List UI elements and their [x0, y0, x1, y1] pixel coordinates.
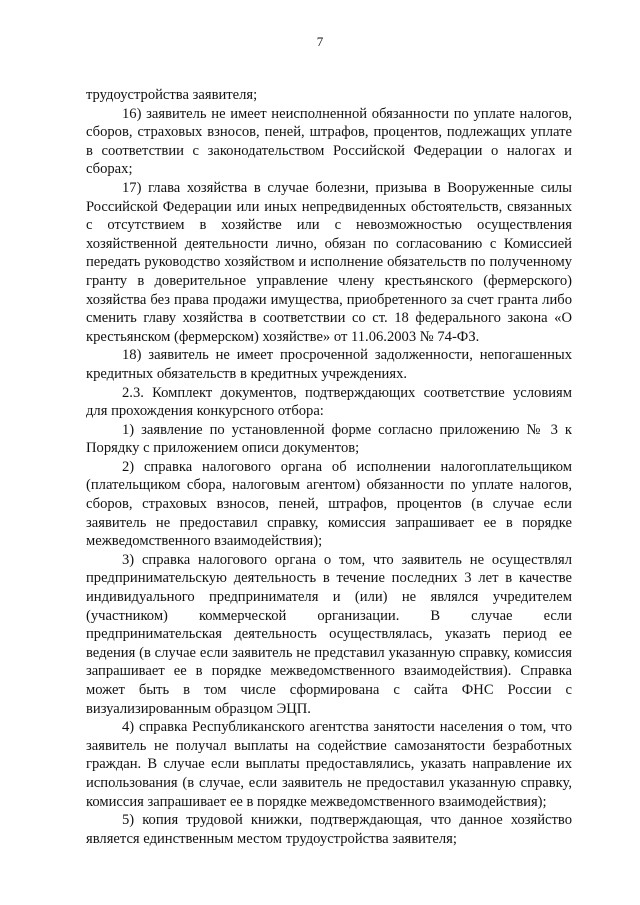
- paragraph-item-17: 17) глава хозяйства в случае болезни, призыва в Вооруженные силы Российской Федерации или иных непредвиденных обстоятельств, связанных с отсутствием в хозяйстве или с невозможностью осуществления хозяйственной деятельности лично, обязан по согласованию с Комиссией передать руководство хозяйством и исполнение обязательств по полученному гранту в доверительное управление члену крестьянского (фермерского) хозяйства без права продажи имущества, приобретенного за счет гранта либо сменить главу хозяйства в соответствии со ст. 18 федерального закона «О крестьянском (фермерском) хозяйстве» от 11.06.2003 № 74-ФЗ.: [86, 179, 572, 345]
- paragraph-doc-1: 1) заявление по установленной форме согласно приложению № 3 к Порядку с приложением описи документов;: [86, 421, 572, 457]
- paragraph-item-16: 16) заявитель не имеет неисполненной обязанности по уплате налогов, сборов, страховых взносов, пеней, штрафов, процентов, подлежащих уплате в соответствии с законодательством Российской Федерации о налогах и сборах;: [86, 105, 572, 178]
- paragraph-section-2-3: 2.3. Комплект документов, подтверждающих соответствие условиям для прохождения конкурсного отбора:: [86, 384, 572, 420]
- page-number: 7: [316, 34, 324, 49]
- paragraph-doc-4: 4) справка Республиканского агентства занятости населения о том, что заявитель не получал выплаты на содействие самозанятости безработных граждан. В случае если выплаты предоставлялись, указать направление их использования (в случае, если заявитель не предоставил указанную справку, комиссия запрашивает ее в порядке межведомственного взаимодействия);: [86, 719, 572, 810]
- paragraph-doc-5: 5) копия трудовой книжки, подтверждающая, что данное хозяйство является единственным местом трудоустройства заявителя;: [86, 812, 572, 847]
- paragraph-continuation: трудоустройства заявителя;: [86, 87, 258, 103]
- document-body: [86, 86, 572, 848]
- paragraph-doc-2: 2) справка налогового органа об исполнении налогоплательщиком (плательщиком сбора, налоговым агентом) обязанности по уплате налогов, сборов, страховых взносов, пеней, штрафов, процентов (в случае если заявитель не предоставил справку, комиссия запрашивает ее в порядке межведомственного взаимодействия);: [86, 458, 572, 550]
- paragraph-item-18: 18) заявитель не имеет просроченной задолженности, непогашенных кредитных обязательств в кредитных учреждениях.: [86, 347, 572, 382]
- paragraph-doc-3: 3) справка налогового органа о том, что заявитель не осуществлял предпринимательскую деятельность в течение последних 3 лет в качестве индивидуального предпринимателя и (или) не являлся учредителем (участником) коммерческой организации. В случае если предпринимательская деятельность осуществлялась, указать период ее ведения (в случае если заявитель не представил указанную справку, комиссия запрашивает ее в порядке межведомственного взаимодействия). Справка может быть в том числе сформирована с сайта ФНС России с визуализированным образцом ЭЦП.: [86, 551, 572, 717]
